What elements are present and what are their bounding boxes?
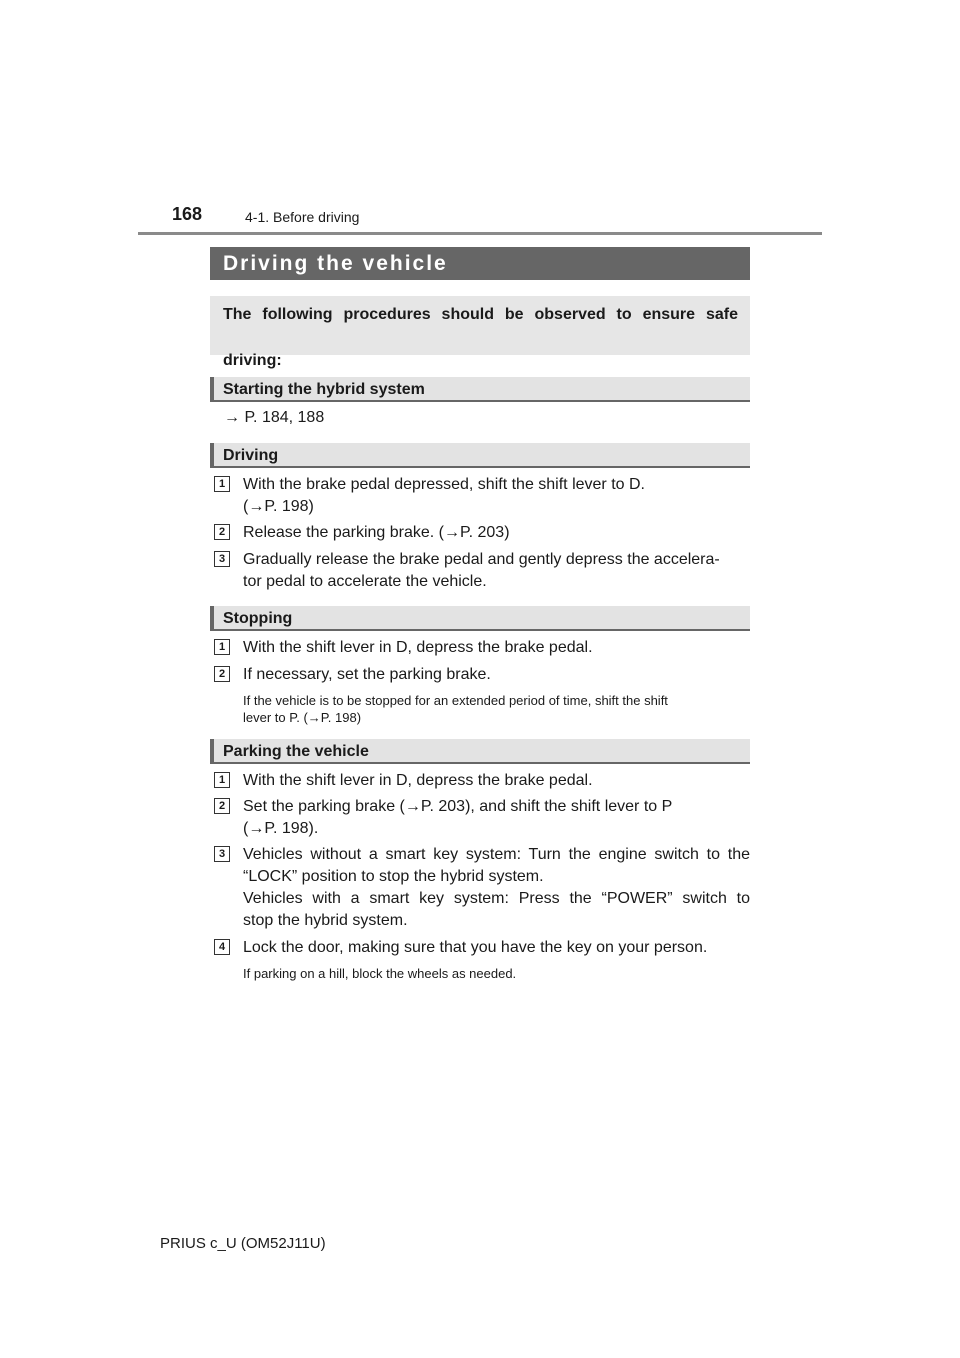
step-text: With the shift lever in D, depress the brake pedal. xyxy=(243,639,593,656)
step-number-badge: 3 xyxy=(214,551,230,567)
step-number-badge: 2 xyxy=(214,524,230,540)
step-text: Set the parking brake (→P. 203), and shift the shift lever to P xyxy=(243,798,673,815)
footer-model-code: PRIUS c_U (OM52J11U) xyxy=(160,1235,326,1252)
step-text: Lock the door, making sure that you have the key on your person. xyxy=(243,939,708,956)
intro-box xyxy=(210,296,750,369)
step-text: “LOCK” position to stop the hybrid system. xyxy=(243,868,544,885)
note-text: If the vehicle is to be stopped for an extended period of time, shift the shift xyxy=(243,693,668,708)
step-number-badge: 1 xyxy=(214,772,230,788)
step-text: (→P. 198) xyxy=(243,498,314,515)
step-text: tor pedal to accelerate the vehicle. xyxy=(243,573,487,590)
page-title: Driving the vehicle xyxy=(210,247,750,280)
step-text: Vehicles without a smart key system: Turn the engine switch to the xyxy=(243,846,750,863)
page-number: 168 xyxy=(172,204,203,224)
step-number-badge: 1 xyxy=(214,639,230,655)
section-heading-parking: Parking the vehicle xyxy=(210,739,750,764)
section-label: 4-1. Before driving xyxy=(245,209,360,225)
section-heading-starting: Starting the hybrid system xyxy=(210,377,750,402)
stopping-note xyxy=(243,692,747,726)
parking-note: If parking on a hill, block the wheels as needed. xyxy=(243,966,517,981)
step-text: Vehicles with a smart key system: Press the “POWER” switch to xyxy=(243,890,750,907)
intro-line-1: The following procedures should be observed to ensure safe xyxy=(223,306,738,323)
step-text: With the shift lever in D, depress the brake pedal. xyxy=(243,772,593,789)
header-rule xyxy=(138,232,822,235)
step-text: Release the parking brake. (→P. 203) xyxy=(243,524,510,541)
step-text: Gradually release the brake pedal and gently depress the accelera- xyxy=(243,551,720,568)
step-number-badge: 2 xyxy=(214,798,230,814)
step-text: If necessary, set the parking brake. xyxy=(243,666,491,683)
note-text: lever to P. (→P. 198) xyxy=(243,710,362,725)
section-heading-stopping: Stopping xyxy=(210,606,750,631)
intro-line-2: driving: xyxy=(223,352,282,369)
step-text: stop the hybrid system. xyxy=(243,912,408,929)
step-number-badge: 3 xyxy=(214,846,230,862)
step-number-badge: 4 xyxy=(214,939,230,955)
step-number-badge: 2 xyxy=(214,666,230,682)
step-text: With the brake pedal depressed, shift the shift lever to D. xyxy=(243,476,645,493)
section-heading-driving: Driving xyxy=(210,443,750,468)
starting-reference: → P. 184, 188 xyxy=(224,409,325,426)
step-number-badge: 1 xyxy=(214,476,230,492)
step-text: (→P. 198). xyxy=(243,820,319,837)
